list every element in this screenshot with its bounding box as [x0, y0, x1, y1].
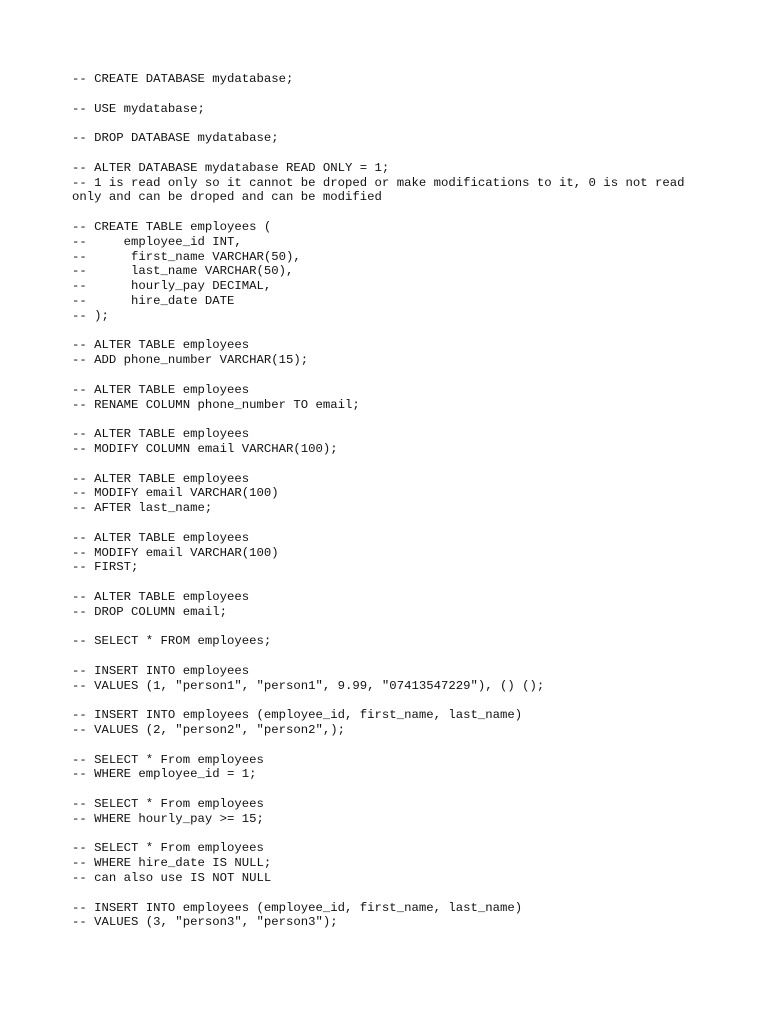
- code-line: only and can be droped and can be modified: [72, 190, 382, 205]
- code-line: -- WHERE employee_id = 1;: [72, 767, 257, 782]
- code-line: -- can also use IS NOT NULL: [72, 871, 272, 886]
- code-line: -- first_name VARCHAR(50),: [72, 249, 301, 264]
- code-line: -- hire_date DATE: [72, 293, 235, 308]
- code-line: -- ALTER TABLE employees: [72, 338, 250, 353]
- code-line: -- INSERT INTO employees (employee_id, first_name, last_name): [72, 708, 523, 723]
- code-block-drop-column: [72, 590, 712, 620]
- code-line: -- MODIFY email VARCHAR(100): [72, 486, 279, 501]
- code-line: -- MODIFY COLUMN email VARCHAR(100);: [72, 441, 338, 456]
- code-block-modify-after: [72, 472, 712, 516]
- code-line: -- hourly_pay DECIMAL,: [72, 279, 272, 294]
- code-line: -- CREATE TABLE employees (: [72, 219, 272, 234]
- code-block-select-where-pay: [72, 797, 712, 827]
- code-line: -- ALTER TABLE employees: [72, 382, 250, 397]
- code-line: -- WHERE hourly_pay >= 15;: [72, 811, 264, 826]
- code-line: -- SELECT * From employees: [72, 797, 264, 812]
- code-block-select-where-id: [72, 753, 712, 783]
- code-block-insert-columns: [72, 708, 712, 738]
- code-line: -- ALTER TABLE employees: [72, 530, 250, 545]
- code-line: -- WHERE hire_date IS NULL;: [72, 856, 272, 871]
- code-block-create-database: [72, 72, 712, 87]
- code-line: -- last_name VARCHAR(50),: [72, 264, 294, 279]
- code-line: -- VALUES (1, "person1", "person1", 9.99, "07413547229"), () ();: [72, 678, 545, 693]
- code-line: -- DROP COLUMN email;: [72, 604, 227, 619]
- code-line: -- ALTER DATABASE mydatabase READ ONLY = 1;: [72, 160, 390, 175]
- code-line: -- );: [72, 308, 109, 323]
- code-line: -- VALUES (2, "person2", "person2",);: [72, 723, 346, 738]
- code-line: -- INSERT INTO employees: [72, 663, 250, 678]
- code-line: -- VALUES (3, "person3", "person3");: [72, 915, 338, 930]
- code-line: -- SELECT * FROM employees;: [72, 634, 272, 649]
- code-line: -- ALTER TABLE employees: [72, 589, 250, 604]
- code-line: -- RENAME COLUMN phone_number TO email;: [72, 397, 360, 412]
- code-block-use-database: [72, 102, 712, 117]
- code-line: -- employee_id INT,: [72, 234, 242, 249]
- code-block-rename-column: [72, 383, 712, 413]
- code-block-insert-values: [72, 664, 712, 694]
- code-line: -- ALTER TABLE employees: [72, 427, 250, 442]
- code-line: -- ALTER TABLE employees: [72, 471, 250, 486]
- code-line: -- CREATE DATABASE mydatabase;: [72, 72, 294, 86]
- code-line: -- SELECT * From employees: [72, 752, 264, 767]
- code-block-select-where-null: [72, 841, 712, 885]
- code-block-modify-column: [72, 427, 712, 457]
- code-block-select-all: [72, 634, 712, 649]
- code-line: -- FIRST;: [72, 560, 139, 575]
- code-line: -- INSERT INTO employees (employee_id, first_name, last_name): [72, 900, 523, 915]
- code-line: -- MODIFY email VARCHAR(100): [72, 545, 279, 560]
- code-block-drop-database: [72, 131, 712, 146]
- code-line: -- DROP DATABASE mydatabase;: [72, 131, 279, 146]
- code-block-alter-database: [72, 161, 712, 205]
- code-block-modify-first: [72, 531, 712, 575]
- code-line: -- 1 is read only so it cannot be droped or make modifications to it, 0 is not read: [72, 175, 685, 190]
- code-line: -- USE mydatabase;: [72, 101, 205, 116]
- code-block-create-table: [72, 220, 712, 324]
- code-line: -- ADD phone_number VARCHAR(15);: [72, 353, 309, 368]
- code-block-add-column: [72, 338, 712, 368]
- code-line: -- SELECT * From employees: [72, 841, 264, 856]
- code-line: -- AFTER last_name;: [72, 501, 213, 516]
- document-page: [72, 72, 712, 945]
- code-block-insert-person3: [72, 901, 712, 931]
